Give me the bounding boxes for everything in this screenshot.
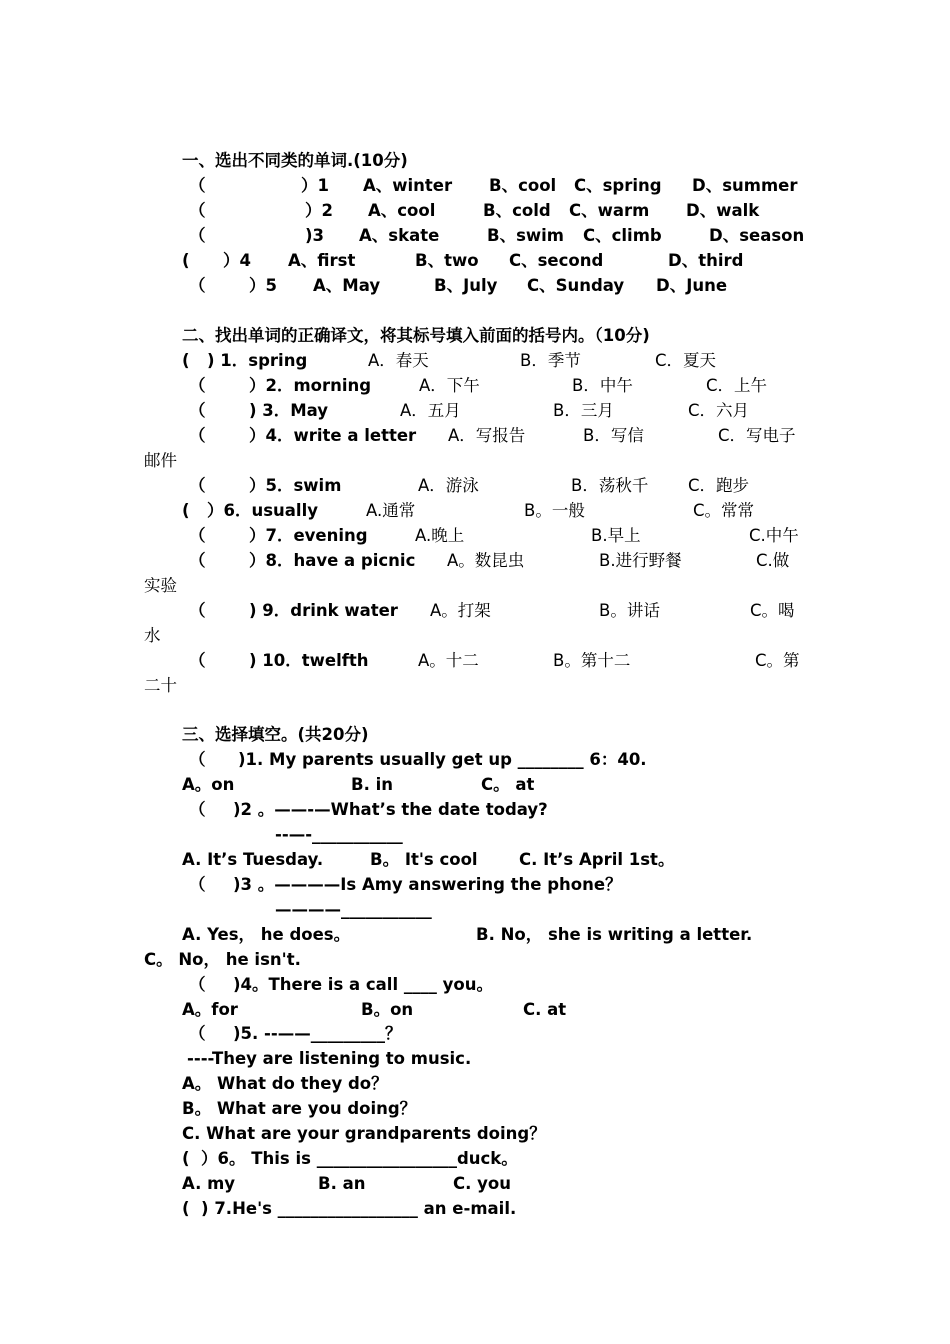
- question-stem: )1. My parents usually get up ________ 6：40.: [238, 750, 647, 769]
- option-d: D、walk: [686, 201, 760, 220]
- option-d: D、June: [656, 276, 728, 295]
- option-b: B.早上: [591, 526, 641, 545]
- option-b: B。一般: [524, 501, 585, 520]
- s1-question-2: [0, 201, 950, 221]
- option-a: A．写报告: [448, 426, 526, 445]
- option-c: C、climb: [583, 226, 662, 245]
- option-b: B、cool: [489, 176, 557, 195]
- s2-question-5: [0, 476, 950, 496]
- answer-bracket[interactable]: (: [182, 251, 190, 270]
- question-number: ）2: [305, 201, 333, 220]
- s2-question-10: [0, 651, 950, 671]
- option-d: D、season: [709, 226, 805, 245]
- option-a: A．游泳: [418, 476, 479, 495]
- option-b: B. No， she is writing a letter.: [476, 925, 753, 944]
- option-b: B。 It's cool: [370, 850, 478, 869]
- answer-bracket[interactable]: (: [182, 501, 190, 520]
- option-a: A、first: [288, 251, 356, 270]
- s2-question-4: [0, 426, 950, 446]
- question-word: ）8．have a picnic: [249, 551, 416, 570]
- option-b: B、swim: [487, 226, 564, 245]
- answer-bracket[interactable]: （: [189, 526, 206, 545]
- option-a: A。打架: [430, 601, 491, 620]
- option-a: A、cool: [368, 201, 436, 220]
- answer-bracket[interactable]: （: [189, 176, 206, 195]
- option-b: B.进行野餐: [599, 551, 682, 570]
- answer-bracket[interactable]: (: [182, 351, 190, 370]
- option-a: A、May: [313, 276, 381, 295]
- answer-bracket[interactable]: （: [189, 401, 206, 420]
- option-b: B。第十二: [553, 651, 631, 670]
- option-c: C．跑步: [688, 476, 750, 495]
- question-word: ) 1．spring: [207, 351, 308, 370]
- option-c: C．六月: [688, 401, 750, 420]
- answer-bracket[interactable]: （: [189, 800, 206, 819]
- option-c: C。 at: [481, 775, 535, 794]
- question-word: ) 3．May: [249, 401, 329, 420]
- option-c: C. It’s April 1st。: [519, 850, 675, 869]
- option-c: C、second: [509, 251, 604, 270]
- option-c: C、Sunday: [527, 276, 625, 295]
- question-stem: )2 。——-—What’s the date today?: [233, 800, 548, 819]
- option-c: C。第: [755, 651, 800, 670]
- option-b: B．季节: [520, 351, 581, 370]
- question-word: ) 9．drink water: [249, 601, 398, 620]
- answer-bracket[interactable]: （: [189, 276, 206, 295]
- option-a: A。十二: [418, 651, 479, 670]
- option-a: A。数昆虫: [447, 551, 525, 570]
- option-c: C。喝: [750, 601, 795, 620]
- s2-question-3: [0, 401, 950, 421]
- option-a: A．春天: [368, 351, 429, 370]
- option-c: C．上午: [706, 376, 768, 395]
- answer-bracket[interactable]: （: [189, 1024, 206, 1043]
- option-a: A．下午: [419, 376, 480, 395]
- answer-bracket[interactable]: （: [189, 551, 206, 570]
- option-a: A、winter: [363, 176, 453, 195]
- question-stem: )4。There is a call ____ you。: [233, 975, 493, 994]
- s2-question-9: [0, 601, 950, 621]
- s3-question-3-options: [0, 925, 950, 945]
- s1-question-3: [0, 226, 950, 246]
- s2-question-8: [0, 551, 950, 571]
- s2-question-2: [0, 376, 950, 396]
- option-a: A. Yes， he does。: [182, 925, 351, 944]
- answer-bracket[interactable]: （: [189, 750, 206, 769]
- s2-question-7: [0, 526, 950, 546]
- question-number: )3: [305, 226, 325, 245]
- option-b: B．写信: [583, 426, 644, 445]
- option-c: C.中午: [749, 526, 799, 545]
- question-number: ）1: [301, 176, 329, 195]
- option-c: C。常常: [693, 501, 755, 520]
- s3-question-1-options: [0, 775, 950, 795]
- question-stem: )5. --——_________？: [233, 1024, 402, 1043]
- answer-bracket[interactable]: （: [189, 376, 206, 395]
- option-c: C. at: [523, 1000, 567, 1019]
- option-b: B．荡秋千: [571, 476, 649, 495]
- question-stem: )3 。————Is Amy answering the phone？: [233, 875, 622, 894]
- option-d: D、summer: [692, 176, 798, 195]
- answer-bracket[interactable]: （: [189, 226, 206, 245]
- answer-bracket[interactable]: （: [189, 875, 206, 894]
- option-a: A。on: [182, 775, 235, 794]
- question-word: ）6．usually: [207, 501, 318, 520]
- question-word: ) 10．twelfth: [249, 651, 369, 670]
- worksheet-page: 一、选出不同类的单词.(10分) （ ）1 A、winter B、cool C、spring D、summer （ ）2 A、cool B、cold C、warm D、walk （ )3 A、skate B、swim C、climb D、season ( ）4 A、first B、two C、second D、third （ ）5 A、May B、July C、Sunday D、June 二、找出单词的正确译文，将其标号填入前面的括号内。（10分) ( ) 1．spring A．春天 B．季节 C．夏天 （ ）2．morning A．下午 B．中午 C．上午 （ ) 3．May A．五月 B．三月 C．六月 （ ）4．write a letter A．写报告 B．写信 C．写电子 邮件 （ ）5．swim A．游泳 B．荡秋千 C．跑步 ( ）6．usually A.通常 B。一般 C。常常 （ ）7．evening A.晚上 B.早上 C.中午 （ ）8．have a picnic A。数昆虫 B.进行野餐 C.做 实验 （ ) 9．drink water A。打架 B。讲话 C。喝 水 （ ) 10．twelfth A。十二 B。第十二 C。第 二十 三、选择填空。(共20分) （ )1. My parents usually get up ________ 6：40. A。on B. in C。 at （ )2 。——-—What’s the date today? --—-___________ A. It’s Tuesday. B。 It's cool C. It’s April 1st。 （ )3 。————Is Amy answering the phone？ ————___________ A. Yes， he does。 B. No， she is writing a letter. C。 No， he isn't. （ )4。There is a call ____ you。 A。for B。on C. at （ )5. --——_________？ ----They are listening to music. A。 What do they do？ B。 What are you doing？ C. What are your grandparents doing？ ( ）6。 This is _________________duck。 A. my B. an C. you ( ) 7.He's _________________ an e-mail.: [0, 0, 950, 1344]
- option-c: C．写电子: [718, 426, 796, 445]
- s3-question-6-options: [0, 1174, 950, 1194]
- s1-question-1: [0, 176, 950, 196]
- s3-question-4-options: [0, 1000, 950, 1020]
- option-c: C、spring: [574, 176, 662, 195]
- s1-question-4: [0, 251, 950, 271]
- option-b: B。on: [361, 1000, 414, 1019]
- option-b: B、cold: [483, 201, 551, 220]
- s3-question-3: [0, 875, 950, 895]
- option-b: B. an: [318, 1174, 366, 1193]
- option-d: D、third: [668, 251, 744, 270]
- option-a: A.通常: [366, 501, 416, 520]
- s2-question-6: [0, 501, 950, 521]
- option-c: C.做: [756, 551, 790, 570]
- s3-question-4: [0, 975, 950, 995]
- option-a: A．五月: [400, 401, 461, 420]
- s3-question-2: [0, 800, 950, 820]
- answer-bracket[interactable]: （: [189, 201, 206, 220]
- option-a: A、skate: [359, 226, 440, 245]
- option-b: B．中午: [572, 376, 633, 395]
- answer-bracket[interactable]: （: [189, 975, 206, 994]
- answer-bracket[interactable]: （: [189, 601, 206, 620]
- option-a: A. my: [182, 1174, 236, 1193]
- s3-question-2-options: [0, 850, 950, 870]
- question-word: ）7．evening: [249, 526, 368, 545]
- s1-question-5: [0, 276, 950, 296]
- option-b: B。讲话: [599, 601, 660, 620]
- option-b: B. in: [351, 775, 393, 794]
- answer-bracket[interactable]: （: [189, 651, 206, 670]
- question-word: ）5．swim: [249, 476, 342, 495]
- s3-question-5: [0, 1024, 950, 1044]
- question-number: ）4: [223, 251, 251, 270]
- option-b: B．三月: [553, 401, 614, 420]
- option-a: A。for: [182, 1000, 238, 1019]
- option-b: B、July: [434, 276, 498, 295]
- s2-question-1: [0, 351, 950, 371]
- option-b: B、two: [415, 251, 479, 270]
- answer-bracket[interactable]: （: [189, 426, 206, 445]
- option-c: C、warm: [569, 201, 650, 220]
- option-c: C. you: [453, 1174, 511, 1193]
- question-word: ）4．write a letter: [249, 426, 417, 445]
- question-number: ）5: [249, 276, 277, 295]
- option-c: C．夏天: [655, 351, 717, 370]
- s3-question-1: [0, 750, 950, 770]
- answer-bracket[interactable]: （: [189, 476, 206, 495]
- question-word: ）2．morning: [249, 376, 372, 395]
- option-a: A. It’s Tuesday.: [182, 850, 324, 869]
- option-a: A.晚上: [415, 526, 465, 545]
